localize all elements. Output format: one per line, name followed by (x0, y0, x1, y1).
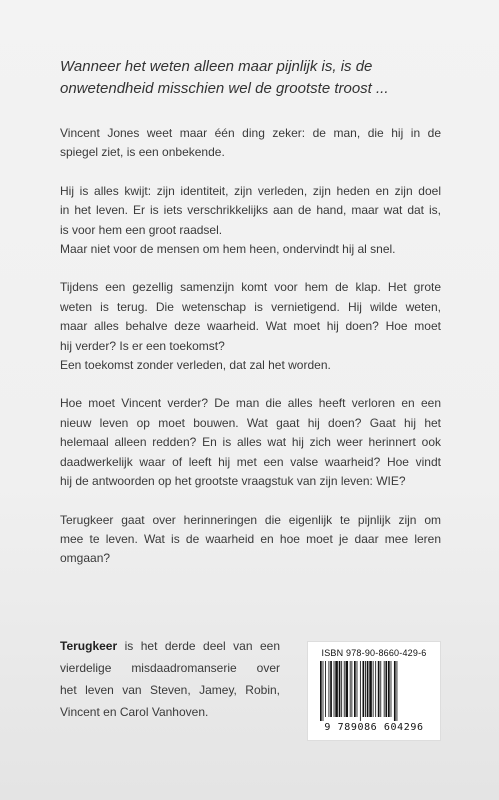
isbn-digits: 9 789086 604296 (324, 722, 424, 733)
tagline-line-1: Wanneer het weten alleen maar pijnlijk is, is de (60, 58, 373, 75)
series-line-3: het leven van Steven, Jamey, Robin, (60, 683, 280, 697)
blurb-line: helemaal alleen redden? En is alles wat hij zich weer herinnert ook (60, 435, 441, 450)
blurb-line: Maar niet voor de mensen om hem heen, ondervindt hij al snel. (60, 242, 396, 257)
blurb-line: nieuw leven op moet bouwen. Wat gaat hij doen? Gaat hij het (60, 415, 441, 430)
blurb-line: daadwerkelijk waar of leeft hij met een valse waarheid? Hoe vindt (60, 454, 441, 469)
tagline-line-2: onwetendheid misschien wel de grootste troost ... (60, 80, 389, 97)
blurb-line: omgaan? (60, 551, 111, 566)
blurb-line: weten is terug. Die wetenschap is vernietigend. Hij wilde weten, (60, 299, 441, 314)
book-title: Terugkeer (60, 639, 118, 653)
series-line-2: vierdelige misdaadromanserie over (60, 661, 280, 675)
isbn-label: ISBN 978-90-8660-429-6 (321, 648, 427, 658)
blurb (60, 124, 441, 588)
blurb-paragraph-2 (60, 182, 441, 260)
blurb-line: Een toekomst zonder verleden, dat zal het worden. (60, 358, 331, 373)
blurb-line: Hij is alles kwijt: zijn identiteit, zijn verleden, zijn heden en zijn doel (60, 183, 441, 198)
blurb-line: Terugkeer gaat over herinneringen die eigenlijk te pijnlijk zijn om (60, 512, 441, 527)
isbn-barcode (307, 641, 441, 741)
tagline-quote (60, 56, 460, 100)
series-line-1-text: is het derde deel van een (117, 639, 280, 653)
series-line-1 (60, 635, 280, 657)
barcode-icon (318, 661, 430, 721)
blurb-line: Hoe moet Vincent verder? De man die alles heeft verloren en een (60, 396, 441, 411)
blurb-paragraph-5 (60, 511, 441, 569)
blurb-line: mee te leven. Wat is de waarheid en hoe moet je daar mee leren (60, 531, 441, 546)
series-line-4: Vincent en Carol Vanhoven. (60, 705, 209, 719)
blurb-line: in het leven. Er is iets verschrikkelijks aan de hand, maar wat dat is, (60, 203, 441, 218)
blurb-line: is voor hem een groot raadsel. (60, 222, 223, 237)
blurb-line: Vincent Jones weet maar één ding zeker: de man, die hij in de (60, 126, 441, 140)
blurb-line: hij de antwoorden op het grootste vraagstuk van zijn leven: WIE? (60, 474, 406, 489)
blurb-line: Tijdens een gezellig samenzijn komt voor hem de klap. Het grote (60, 280, 441, 295)
series-info (60, 635, 280, 723)
blurb-paragraph-4 (60, 394, 441, 491)
blurb-paragraph-3 (60, 278, 441, 375)
blurb-line: maar alles behalve deze waarheid. Wat moet hij doen? Hoe moet (60, 319, 441, 334)
blurb-line: spiegel ziet, is een onbekende. (60, 145, 225, 160)
blurb-paragraph-1 (60, 124, 441, 163)
blurb-line: hij verder? Is er een toekomst? (60, 338, 225, 353)
